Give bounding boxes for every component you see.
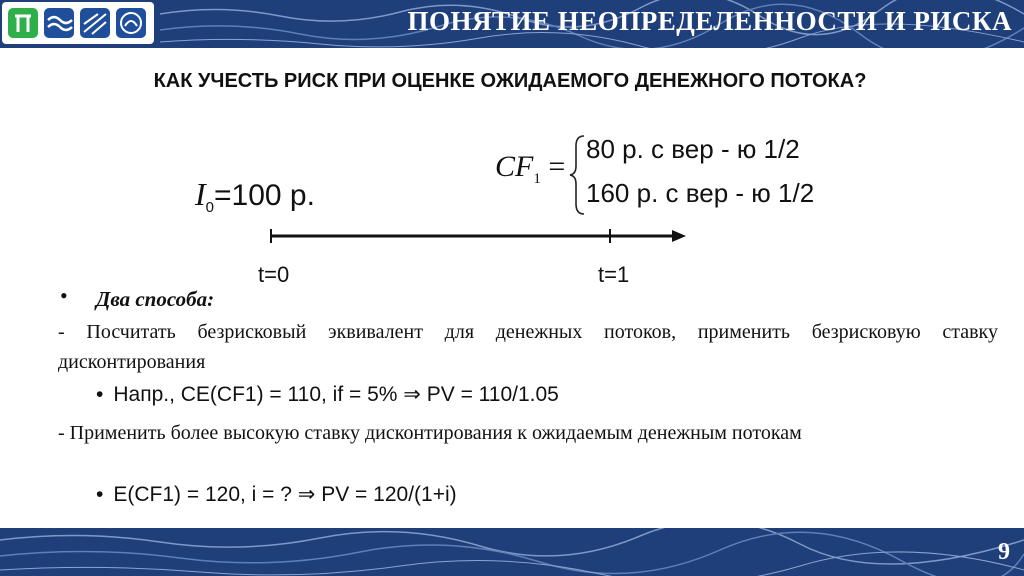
i0-value: =100 р. <box>214 179 315 212</box>
initial-investment-formula <box>195 176 315 216</box>
cash-flow-case-1: 80 р. с вер - ю 1/2 <box>586 134 800 164</box>
example-2 <box>96 482 457 507</box>
header-band <box>0 0 1024 48</box>
brace-icon <box>568 134 588 216</box>
timeline-label-t0: t=0 <box>258 262 290 287</box>
bullet-icon: • <box>96 483 104 506</box>
bullet-icon: • <box>60 283 68 308</box>
cf-variable: CF <box>495 150 534 183</box>
logo <box>2 2 154 44</box>
cf-equals: = <box>548 150 566 183</box>
cf-subscript: 1 <box>533 171 541 187</box>
footer-band <box>0 528 1024 576</box>
logo-tile-emblem-icon <box>116 8 146 38</box>
logo-tile-lines-icon <box>80 8 110 38</box>
slide-question: КАК УЧЕСТЬ РИСК ПРИ ОЦЕНКЕ ОЖИДАЕМОГО ДЕНЕЖНОГО ПОТОКА? <box>153 70 867 92</box>
method-2-text: - Применить более высокую ставку дисконтирования к ожидаемым денежным потокам <box>58 422 802 444</box>
i0-subscript: 0 <box>205 199 214 216</box>
cash-flow-case-2: 160 р. с вер - ю 1/2 <box>586 178 815 208</box>
page-number: 9 <box>998 539 1010 565</box>
logo-tile-wave-icon <box>44 8 74 38</box>
timeline-label-t1: t=1 <box>598 262 630 287</box>
methods-heading-text: Два способа: <box>96 287 215 311</box>
logo-tile-green-icon <box>8 8 38 38</box>
example-1-text: Напр., CE(CF1) = 110, if = 5% ⇒ PV = 110/1.05 <box>113 383 559 406</box>
page-title: ПОНЯТИЕ НЕОПРЕДЕЛЕННОСТИ И РИСКА <box>407 6 1012 36</box>
example-2-text: E(CF1) = 120, i = ? ⇒ PV = 120/(1+i) <box>113 483 457 506</box>
cash-flow-formula <box>495 150 565 188</box>
i0-variable: I <box>195 176 206 212</box>
footer-wave-pattern <box>0 528 1024 576</box>
timeline-arrow <box>268 226 688 250</box>
method-1-text: - Посчитать безрисковый эквивалент для денежных потоков, применить безрисковую ставку дисконтирования <box>58 321 998 373</box>
bullet-icon: • <box>96 383 104 406</box>
example-1 <box>96 382 559 407</box>
